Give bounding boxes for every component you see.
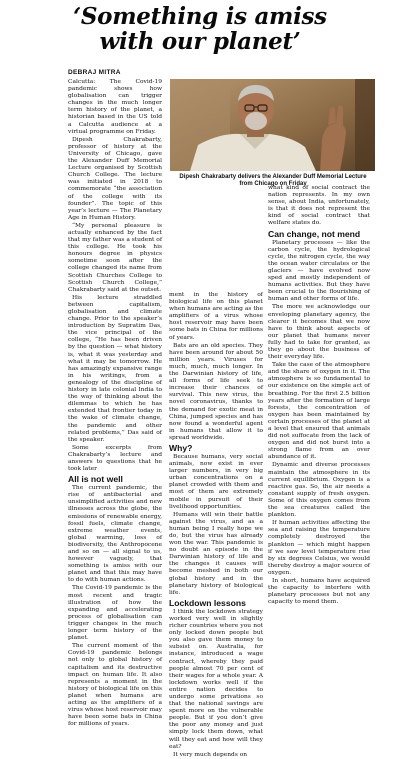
speaker-photo-image (170, 79, 375, 171)
paragraph: His lecture straddled between capitalism, globalisation and climate change. Prior to the speaker’s introduction by Supratim Das, the vice principal of the college, “He has been driven by the question — what history is, what it was yesterday and what it may be tomorrow. He has amazingly expansive range in his writings, from a genealogy of the discipline of history in late colonial India to the way of thinking about the dilemmas to which he has extended that frontier today in the wake of climate change, the pandemic and other related problems,” Das said of the speaker. (68, 294, 162, 443)
paragraph: ment in the history of biological life on this planet when humans are acting as the amplifiers of a virus whose host reservoir may have been some bats in China for millions of years. (169, 292, 263, 341)
article-column-1 (68, 79, 162, 728)
paragraph: Because humans, very social animals, now exist in ever larger numbers, in very big urban concentrations on a planet crowded with them and most of them are extremely mobile in pursuit of their livelihood opportunities. (169, 453, 263, 510)
paragraph: In short, humans have acquired the capacity to interfere with planetary processes but not any capacity to mend them. (268, 577, 370, 606)
paragraph: Bats are an old species. They have been around for about 50 million years. Viruses for much, much, much longer. In the Darwinian history of life, all forms of life seek to increase their chances of survival. This new virus, the novel coronavirus, thanks to the demand for exotic meat in China, jumped species and has now found a wonderful agent in humans that allow it to spread worldwide. (169, 342, 263, 441)
paragraph: If human activities affecting the sea and raising the temperature completely destroyed the plankton — which might happen if we saw level temperature rise by six degrees Celsius, we would thereby destroy a major source of oxygen. (268, 520, 370, 576)
subheading-can-change-not-mend: Can change, not mend (268, 228, 361, 239)
paragraph: The current pandemic, the rise of antibacterial and unsimplified activities and new illnesses across the globe, the emissions of renewable energy, fossil fuels, climate change, extreme weather events, global warming, loss of biodiversity, the Anthropocene and so on — all signal to us, however vaguely, that something is amiss with our planet and that this may have to do with human actions. (68, 485, 162, 584)
headline-line-1: ‘Something is amiss (73, 3, 327, 30)
paragraph: Dynamic and diverse processes maintain the atmosphere in its current equilibrium. Oxygen is a reactive gas. So, the air needs a constant supply of fresh oxygen. Some of this oxygen comes from the sea creatures called the plankton. (268, 462, 370, 519)
article-column-3 (268, 185, 370, 606)
headline (10, 4, 390, 54)
paragraph: Planetary processes — like the carbon cycle, the hydrological cycle, the nitrogen cycle, the way the ocean water circulates or the glaciers — have evolved now sped and mostly independent of humans activities. But they have been crucial to the flourishing of human and other forms of life. (268, 239, 370, 303)
paragraph: It very much depends on (173, 751, 248, 758)
subheading-lockdown-lessons: Lockdown lessons (169, 597, 246, 608)
paragraph: Humans will win their battle against the virus, and as a human being I really hope we do, but the virus has already won the war. This pandemic is no doubt an episode in the Darwinian history of life and the changes it causes will become meshed in both our global history and in the planetary history of biological life. (169, 511, 263, 596)
speaker-photo (170, 79, 375, 171)
paragraph: The Covid-19 pandemic is the most recent and tragic illustration of how the expanding and accelerating process of globalisation can trigger changes in the much longer term history of the planet. (68, 585, 162, 642)
paragraph: Dipesh Chakrabarty, professor of history at the University of Chicago, gave the Alexander Duff Memorial Lecture organised by Scottish Church College. The lecture was initiated in 2018 to commemorate “the association of the college with its founder”. The topic of this year’s lecture — The Planetary Age in Human History. (68, 136, 162, 221)
paragraph: Take the case of the atmosphere and the share of oxygen in it. The atmosphere is so fundamental to our existence on the simple act of breathing. For the first 2.5 billion years after the formation of large forests, the concentration of oxygen has been maintained by certain processes of the planet at a level that ensured that animals did not suffocate from the lack of oxygen and did not burst into a strong flame from an over abundance of it. (268, 362, 370, 461)
article-column-2 (169, 292, 263, 758)
paragraph: Some excerpts from Chakrabarty’s lecture and answers to questions that he took later (68, 444, 162, 473)
paragraph: what kind of social contract the nation represents. In my own sense, about India, unfortunately, is that it does not represent the kind of social contract that welfare states do. (268, 185, 370, 227)
subheading-why: Why? (169, 442, 193, 453)
photo-caption: Dipesh Chakrabarty delivers the Alexander Duff Memorial Lecture from Chicago on Friday (179, 174, 367, 187)
paragraph: “My personal pleasure is actually enhanced by the fact that my father was a student of this college. He took his honours degree in physics sometime soon after the college changed its name from Scottish Churches College to Scottish Church College,” Chakrabarty said at the outset. (68, 222, 162, 293)
paragraph: The more we acknowledge our enveloping planetary agency, the clearer it becomes that we now have to think about aspects of our planet that humans never fully had to take for granted, as they go about the business of their everyday life. (268, 304, 370, 361)
paragraph: I think the lockdown strategy worked very well in slightly richer countries where you not only locked down people but you also gave them money to subsist on. Australia, for instance, introduced a wage contract, whereby they paid people almost 70 per cent of their wages for a whole year. A lockdown works well if the entire nation decides to undergo some privations so that the national savings are spent more on the vulnerable people. But if you don’t give the poor any money and just simply lock them down, what will they eat and how will they eat? (169, 608, 263, 750)
byline: DEBRAJ MITRA (68, 69, 121, 76)
subheading-all-is-not-well: All is not well (68, 474, 123, 485)
headline-line-2: with our planet’ (99, 28, 301, 55)
paragraph: Calcutta: The Covid-19 pandemic shows how globalisation can trigger changes in the much longer term history of the planet, a historian based in the US told a Calcutta audience at a virtual programme on Friday. (68, 79, 162, 135)
paragraph: The current moment of the Covid-19 pandemic belongs not only to global history of capitalism and its destructive impact on human life. It also represents a moment in the history of biological life on this planet when humans are acting as the amplifiers of a virus whose host reservoir may have been some bats in China for millions of years. (68, 643, 162, 728)
